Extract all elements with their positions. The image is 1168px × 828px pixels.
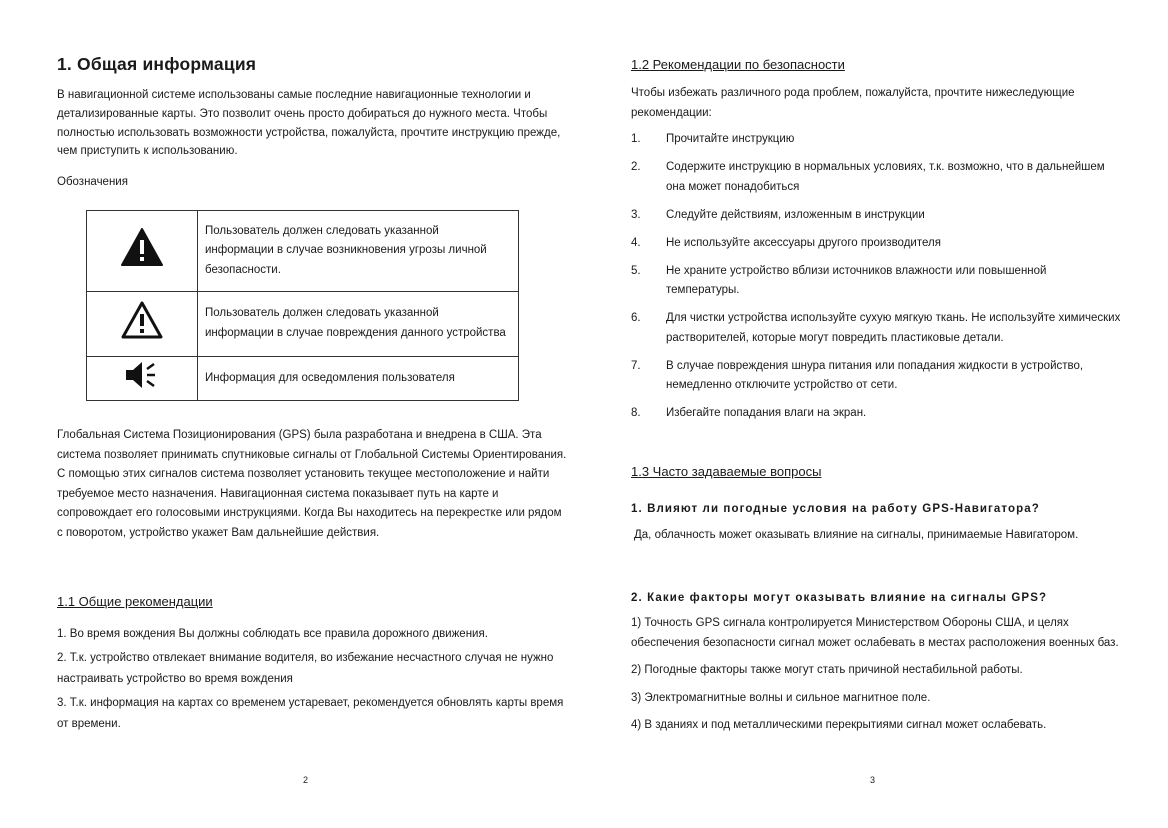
page-title: 1. Общая информация <box>57 54 257 74</box>
safety-intro: Чтобы избежать различного рода проблем, пожалуйста, прочтите нижеследующие рекомендации: <box>631 87 1075 119</box>
item-text: Следуйте действиям, изложенным в инструкции <box>666 208 925 221</box>
faq-answer: Да, облачность может оказывать влияние на сигналы, принимаемые Навигатором. <box>634 529 1079 541</box>
symbol-description: Пользователь должен следовать указанной информации в случае возникновения угрозы личной безопасности. <box>198 211 519 292</box>
list-item <box>631 404 1121 424</box>
symbol-icon-cell <box>87 211 198 292</box>
legend-label: Обозначения <box>57 176 128 188</box>
item-number: 6. <box>631 312 641 325</box>
list-item <box>631 206 1121 226</box>
item-text: Избегайте попадания влаги на экран. <box>666 407 867 420</box>
answer-item: 3) Электромагнитные волны и сильное магнитное поле. <box>631 691 931 704</box>
symbol-row <box>87 211 519 292</box>
list-item: 2. Т.к. устройство отвлекает внимание водителя, во избежание несчастного случая не нужно настраивать устройство во время вождения <box>57 652 554 685</box>
answer-item: 1) Точность GPS сигнала контролируется Министерством Обороны США, и целях обеспечения безопасности сигнал может ослабевать в местах расположения военных баз. <box>631 617 1119 649</box>
recommendations-list <box>57 624 572 738</box>
faq-question: 1. Влияют ли погодные условия на работу GPS-Навигатора? <box>631 503 1040 515</box>
item-number: 8. <box>631 407 641 420</box>
item-text: Не используйте аксессуары другого производителя <box>666 236 941 249</box>
list-item <box>631 158 1121 197</box>
section-title-faq: 1.3 Часто задаваемые вопросы <box>631 464 822 479</box>
faq-question: 2. Какие факторы могут оказывать влияние на сигналы GPS? <box>631 592 1048 604</box>
list-item <box>631 309 1121 348</box>
symbol-description: Информация для осведомления пользователя <box>198 357 519 401</box>
section-title-general-recommendations: 1.1 Общие рекомендации <box>57 594 213 609</box>
symbol-description: Пользователь должен следовать указанной информации в случае повреждения данного устройства <box>198 292 519 357</box>
gps-paragraph: Глобальная Система Позиционирования (GPS) была разработана и внедрена в США. Эта система позволяет принимать спутниковые сигналы от Глобальной Системы Ориентирования. С помощью этих сигналов система позволяет установить текущее местоположение и найти требуемое место назначения. Навигационная система показывает путь на карте и сопровождает его голосовыми инструкциями. Когда Вы находитесь на перекрестке или рядом с поворотом, устройство укажет Вам дальнейшие действия. <box>57 429 567 539</box>
item-number: 5. <box>631 264 641 277</box>
symbol-row <box>87 292 519 357</box>
section-title-safety: 1.2 Рекомендации по безопасности <box>631 57 845 72</box>
item-text: Для чистки устройства используйте сухую мягкую ткань. Не используйте химических растворителей, которые могут повредить пластиковые детали. <box>666 312 1121 344</box>
item-text: Содержите инструкцию в нормальных условиях, т.к. возможно, что в дальнейшем она может понадобиться <box>666 160 1105 193</box>
safety-list <box>631 130 1121 432</box>
symbols-table <box>86 210 519 401</box>
list-item <box>631 234 1121 254</box>
faq-answer <box>631 614 1121 744</box>
item-text: Не храните устройство вблизи источников влажности или повышенной температуры. <box>666 264 1047 297</box>
item-number: 4. <box>631 236 641 249</box>
item-text: Прочитайте инструкцию <box>666 133 795 145</box>
list-item: 1. Во время вождения Вы должны соблюдать все правила дорожного движения. <box>57 628 488 640</box>
list-item <box>631 262 1121 301</box>
item-number: 1. <box>631 133 641 145</box>
answer-item: 2) Погодные факторы также могут стать причиной нестабильной работы. <box>631 664 1023 677</box>
intro-paragraph: В навигационной системе использованы самые последние навигационные технологии и детализированные карты. Это позволит очень просто добираться до нужного места. Чтобы полностью использовать возможности устройства, пожалуйста, прочтите инструкцию прежде, чем приступить к использованию. <box>57 89 561 158</box>
page-number: 2 <box>303 775 309 785</box>
warning-filled-icon <box>120 227 164 267</box>
warning-outline-icon <box>120 300 164 340</box>
list-item: 3. Т.к. информация на картах со временем устаревает, рекомендуется обновлять карты время от времени. <box>57 697 564 730</box>
symbol-icon-cell <box>87 292 198 357</box>
symbol-icon-cell <box>87 357 198 401</box>
answer-item: 4) В зданиях и под металлическими перекрытиями сигнал может ослабевать. <box>631 719 1047 732</box>
right-page <box>584 0 1168 828</box>
page-number: 3 <box>870 775 876 785</box>
item-number: 3. <box>631 208 641 221</box>
list-item <box>631 357 1121 396</box>
item-number: 2. <box>631 160 641 173</box>
item-number: 7. <box>631 359 641 372</box>
speaker-icon <box>120 359 164 391</box>
item-text: В случае повреждения шнура питания или попадания жидкости в устройство, немедленно отключите устройство от сети. <box>666 359 1084 392</box>
list-item <box>631 130 1121 150</box>
symbol-row <box>87 357 519 401</box>
